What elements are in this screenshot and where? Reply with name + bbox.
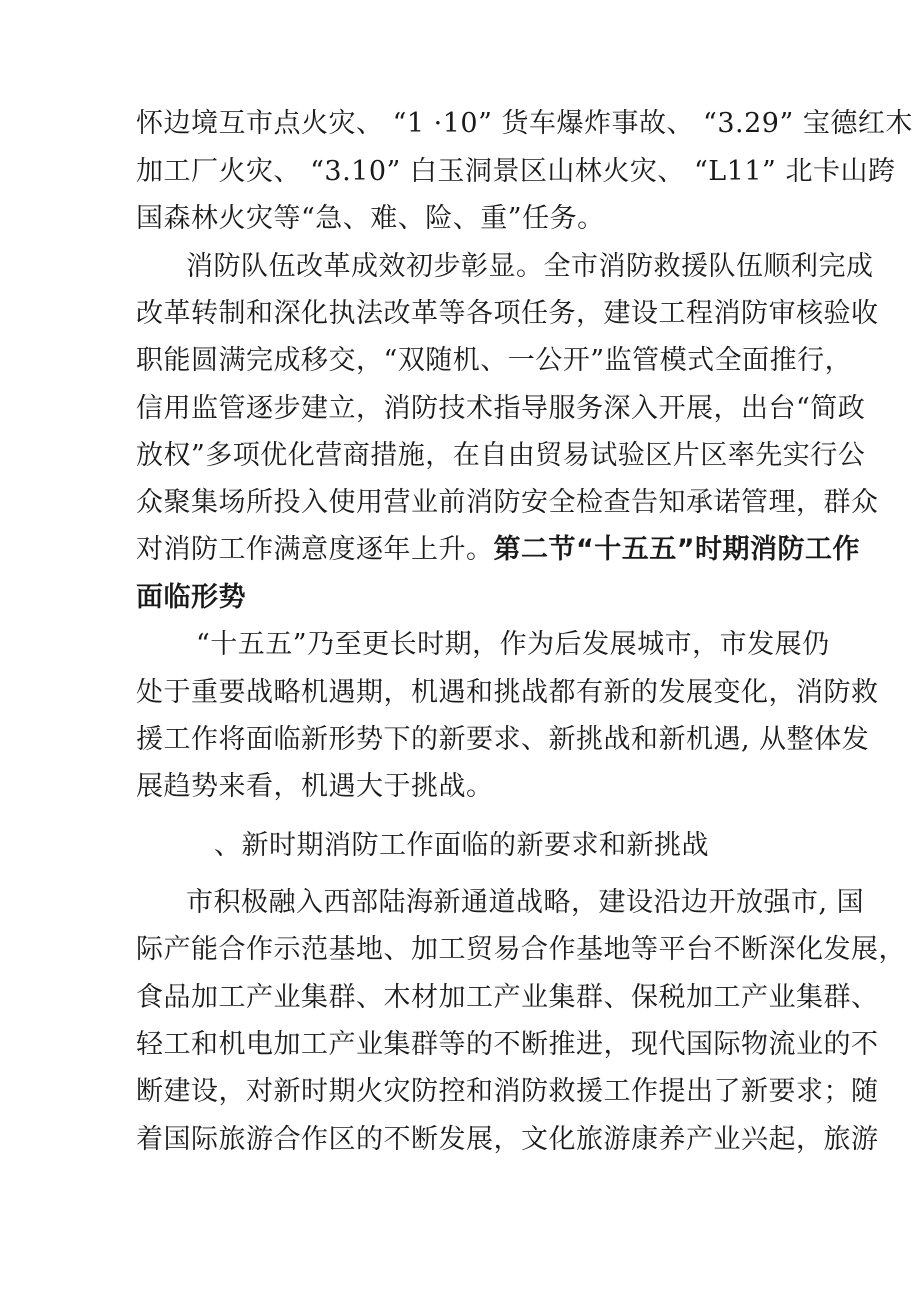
text-line: 食品加工产业集群、木材加工产业集群、保税加工产业集群、 — [136, 982, 879, 1013]
text-line: 放权”多项优化营商措施，在自由贸易试验区片区率先实行公 — [136, 440, 866, 471]
text-run: 对消防工作满意度逐年上升。 — [136, 534, 494, 565]
text-line: 断建设，对新时期火灾防控和消防救援工作提出了新要求；随 — [136, 1076, 879, 1107]
text-line: 际产能合作示范基地、加工贸易合作基地等平台不断深化发展， — [136, 934, 906, 965]
text-line: 援工作将面临新形势下的新要求、新挑战和新机遇, 从整体发 — [136, 724, 870, 755]
text-line: 改革转制和深化执法改革等各项任务，建设工程消防审核验收 — [136, 298, 879, 329]
text-line: 职能圆满完成移交，“双随机、一公开”监管模式全面推行， — [136, 345, 853, 376]
section-heading: 第二节“十五五”时期消防工作 — [493, 534, 860, 565]
text-line: 着国际旅游合作区的不断发展，文化旅游康养产业兴起，旅游 — [136, 1124, 879, 1155]
text-line: 展趋势来看，机遇大于挑战。 — [136, 771, 494, 802]
text-line: 消防队伍改革成效初步彰显。全市消防救援队伍顺利完成 — [186, 251, 874, 282]
text-line — [136, 532, 860, 568]
text-line: 怀边境互市点火灾、 “1 ·10” 货车爆炸事故、 “3.29” 宝德红木 — [136, 108, 913, 139]
text-line: 处于重要战略机遇期，机遇和挑战都有新的发展变化，消防救 — [136, 677, 879, 708]
text-line: 加工厂火灾、 “3.10” 白玉洞景区山林火灾、 “L11” 北卡山跨 — [136, 156, 896, 187]
text-line: “十五五”乃至更长时期，作为后发展城市，市发展仍 — [196, 629, 830, 660]
text-line: 国森林火灾等“急、难、险、重”任务。 — [136, 203, 605, 234]
text-line: 众聚集场所投入使用营业前消防安全检查告知承诺管理，群众 — [136, 487, 879, 518]
subsection-heading: 、新时期消防工作面临的新要求和新挑战 — [214, 830, 709, 861]
text-line: 信用监管逐步建立，消防技术指导服务深入开展，出台“简政 — [136, 393, 866, 424]
text-line: 轻工和机电加工产业集群等的不断推进，现代国际物流业的不 — [136, 1029, 879, 1060]
text-line: 市积极融入西部陆海新通道战略，建设沿边开放强市, 国 — [186, 887, 865, 918]
section-heading-continued: 面临形势 — [136, 582, 246, 613]
